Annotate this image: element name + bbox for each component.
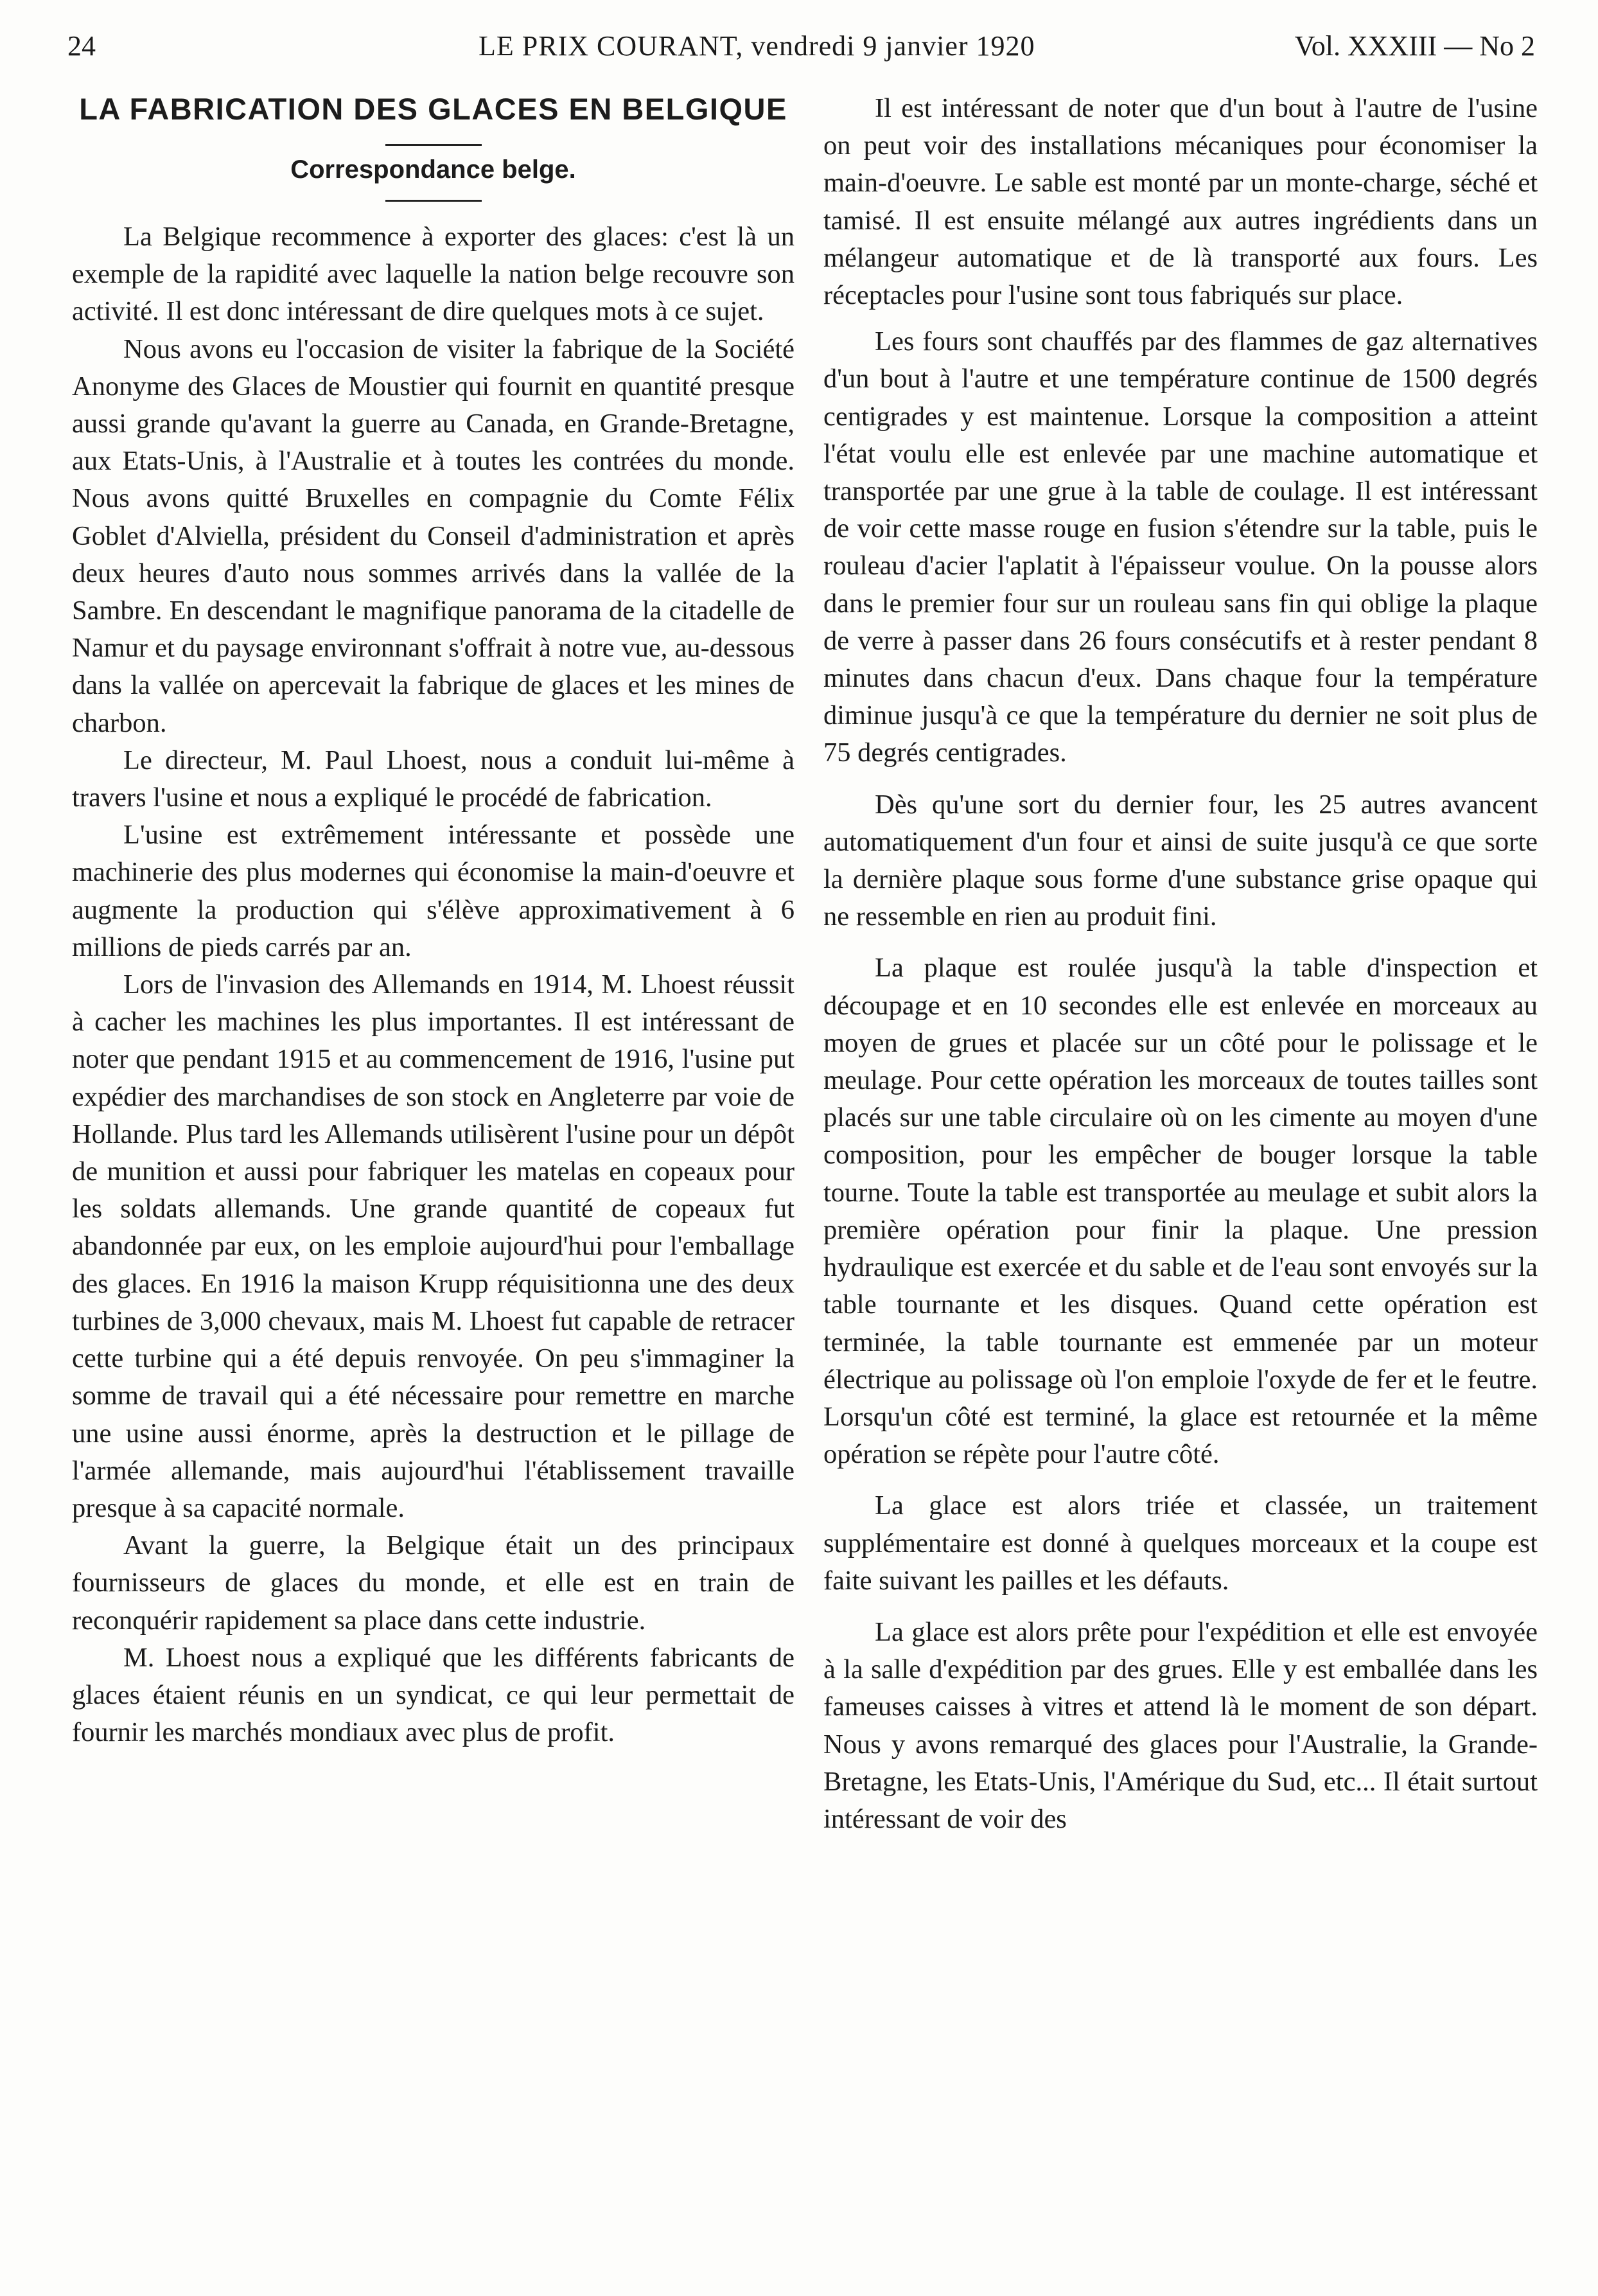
paragraph: La glace est alors prête pour l'expédition et elle est envoyée à la salle d'expédition par des grues. Elle y est emballée dans les fameuses caisses à vitres et attend là le moment de son départ. Nous y avons remarqué des glaces pour l'Australie, la Grande-Bretagne, les Etats-Unis, l'Amérique du Sud, etc... Il était surtout intéressant de voir des xyxy=(823,1616,1538,1834)
paragraph: Avant la guerre, la Belgique était un des principaux fournisseurs de glaces du monde, et elle est en train de reconquérir rapidement sa place dans cette industrie. xyxy=(72,1530,795,1636)
paragraph: L'usine est extrêmement intéressante et possède une machinerie des plus modernes qui économise la main-d'oeuvre et augmente la production qui s'élève approximativement à 6 millions de pieds carrés par an. xyxy=(72,820,795,962)
paragraph: Nous avons eu l'occasion de visiter la fabrique de la Société Anonyme des Glaces de Moustier qui fournit en quantité presque aussi grande qu'avant la guerre au Canada, en Grande-Bretagne, aux Etats-Unis, à l'Australie et à toutes les contrées du monde. Nous avons quitté Bruxelles en compagnie du Comte Félix Goblet d'Alviella, président du Conseil d'administration et après deux heures d'auto nous sommes arrivés dans la vallée de la Sambre. En descendant le magnifique panorama de la citadelle de Namur et du paysage environnant s'offrait à notre vue, au-dessous dans la vallée on apercevait la fabrique de glaces et les mines de charbon. xyxy=(72,333,795,738)
paragraph: Le directeur, M. Paul Lhoest, nous a conduit lui-même à travers l'usine et nous a expliqué le procédé de fabrication. xyxy=(72,745,795,813)
paragraph: La Belgique recommence à exporter des glaces: c'est là un exemple de la rapidité avec laquelle la nation belge recouvre son activité. Il est donc intéressant de dire quelques mots à ce sujet. xyxy=(72,222,795,327)
article-subtitle: Correspondance belge. xyxy=(290,155,576,184)
running-title: LE PRIX COURANT, vendredi 9 janvier 1920 xyxy=(479,30,1035,62)
right-column xyxy=(823,90,1538,1847)
subtitle-divider xyxy=(385,200,482,202)
left-column xyxy=(72,90,795,1751)
paragraph: Les fours sont chauffés par des flammes de gaz alternatives d'un bout à l'autre et une température continue de 1500 degrés centigrades y est maintenue. Lorsque la composition a atteint l'état voulu elle est enlevée par une machine automatique et transportée par une grue à la table de coulage. Il est intéressant de voir cette masse rouge en fusion s'étendre sur la table, puis le rouleau d'acier l'aplatit à l'épaisseur voulue. On la pousse alors dans le premier four sur un rouleau sans fin qui oblige la plaque de verre à passer dans 26 fours consécutifs et à rester pendant 8 minutes dans chacun d'eux. Dans chaque four la température diminue jusqu'à ce que la température du dernier ne soit plus de 75 degrés centigrades. xyxy=(823,326,1538,768)
paragraph: La glace est alors triée et classée, un traitement supplémentaire est donné à quelques morceaux et la coupe est faite suivant les pailles et les défauts. xyxy=(823,1490,1538,1596)
paragraph: Il est intéressant de noter que d'un bout à l'autre de l'usine on peut voir des installations mécaniques pour économiser la main-d'oeuvre. Le sable est monté par un monte-charge, séché et tamisé. Il est ensuite mélangé aux autres ingrédients dans un mélangeur automatique et de là transporté aux fours. Les réceptacles pour l'usine sont tous fabriqués sur place. xyxy=(823,93,1538,311)
volume-number: Vol. XXXIII — No 2 xyxy=(1294,30,1535,62)
paragraph: La plaque est roulée jusqu'à la table d'inspection et découpage et en 10 secondes elle est enlevée en morceaux au moyen de grues et placée sur un côté pour le polissage et le meulage. Pour cette opération les morceaux de toutes tailles sont placés sur une table circulaire où on les cimente au moyen d'une composition, pour les empêcher de bouger lorsque la table tourne. Toute la table est transportée au meulage et subit alors la première opération pour finir la plaque. Une pression hydraulique est exercée et du sable et de l'eau sont envoyés sur la table tournante et les disques. Quand cette opération est terminée, la table tournante est emmenée par un moteur électrique au polissage où l'on emploie l'oxyde de fer et le feutre. Lorsqu'un côté est terminé, la glace est retournée et la même opération se répète pour l'autre côté. xyxy=(823,953,1538,1470)
page-header xyxy=(67,27,1535,66)
paragraph: Lors de l'invasion des Allemands en 1914, M. Lhoest réussit à cacher les machines les plus importantes. Il est intéressant de noter que pendant 1915 et au commencement de 1916, l'usine put expédier des marchandises de son stock en Angleterre par voie de Hollande. Plus tard les Allemands utilisèrent l'usine pour un dépôt de munition et aussi pour fabriquer les matelas en copeaux pour les soldats allemands. Une grande quantité de copeaux fut abandonnée par eux, on les emploie aujourd'hui pour l'emballage des glaces. En 1916 la maison Krupp réquisitionna une des deux turbines de 3,000 chevaux, mais M. Lhoest fut capable de retracer cette turbine qui a été depuis renvoyée. On peu s'immaginer la somme de travail qui a été nécessaire pour remettre en marche une usine aussi énorme, après la destruction et le pillage de l'armée allemande, mais aujourd'hui l'établissement travaille presque à sa capacité normale. xyxy=(72,969,795,1523)
paragraph: Dès qu'une sort du dernier four, les 25 autres avancent automatiquement d'un four et ainsi de suite jusqu'à ce que sorte la dernière plaque sous forme d'une substance grise opaque qui ne ressemble en rien au produit fini. xyxy=(823,789,1538,932)
article-title: LA FABRICATION DES GLACES EN BELGIQUE xyxy=(79,92,787,126)
page-number: 24 xyxy=(67,30,96,62)
title-divider xyxy=(385,144,482,146)
paragraph: M. Lhoest nous a expliqué que les différents fabricants de glaces étaient réunis en un syndicat, ce qui leur permettait de fournir les marchés mondiaux avec plus de profit. xyxy=(72,1642,795,1748)
